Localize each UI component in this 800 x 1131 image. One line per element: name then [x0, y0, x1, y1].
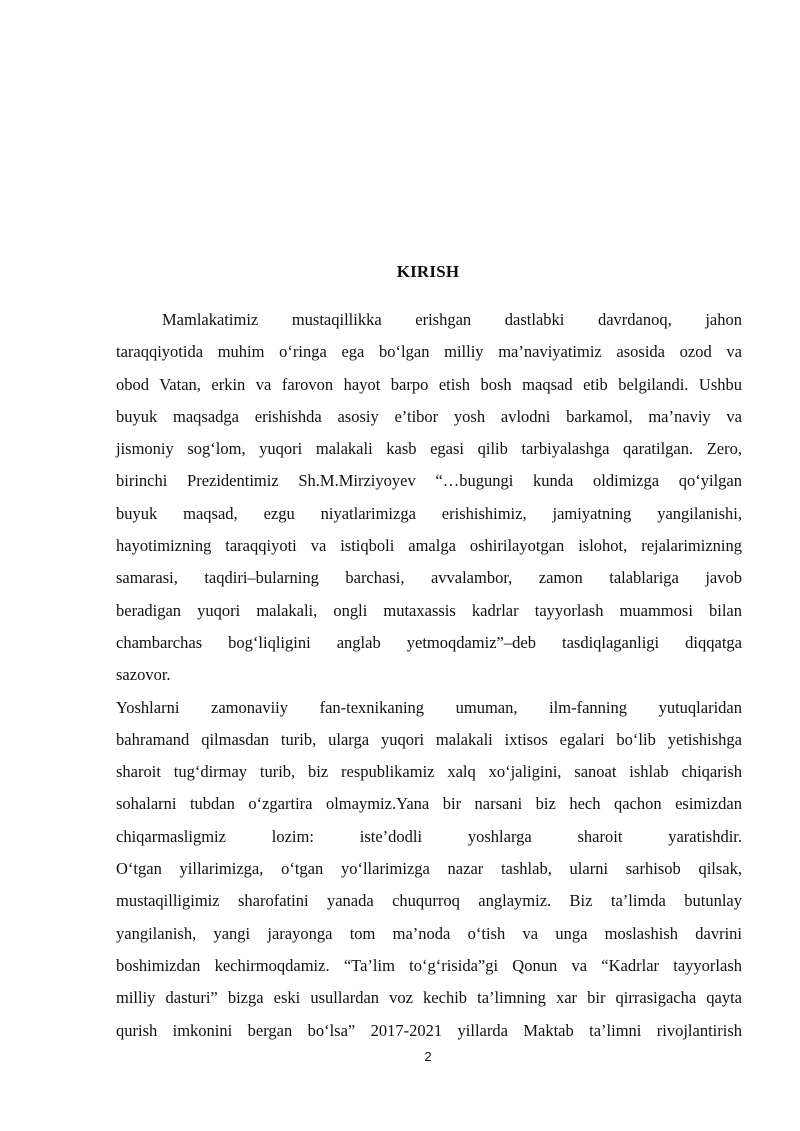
text-line: samarasi, taqdiri–bularning barchasi, avvalambor, zamon talablariga javob [116, 568, 742, 588]
text-line: chiqarmasligmiz lozim: iste’dodli yoshlarga sharoit yaratishdir. [116, 826, 742, 846]
paragraph-2 [116, 692, 742, 1047]
text-line: jismoniy sog‘lom, yuqori malakali kasb egasi qilib tarbiyalashga qaratilgan. Zero, [116, 439, 742, 459]
text-line: qurish imkonini bergan bo‘lsa” 2017-2021 yillarda Maktab ta’limni rivojlantirish [116, 1020, 742, 1040]
text-line: buyuk maqsadga erishishda asosiy e’tibor yosh avlodni barkamol, ma’naviy va [116, 406, 742, 426]
text-line: birinchi Prezidentimiz Sh.M.Mirziyoyev “…bugungi kunda oldimizga qo‘yilgan [116, 471, 742, 491]
text-line: chambarchas bog‘liqligini anglab yetmoqdamiz”–deb tasdiqlaganligi diqqatga [116, 632, 742, 652]
text-line: O‘tgan yillarimizga, o‘tgan yo‘llarimizga nazar tashlab, ularni sarhisob qilsak, [116, 859, 742, 879]
page-number: 2 [424, 1049, 432, 1064]
text-line: obod Vatan, erkin va farovon hayot barpo etish bosh maqsad etib belgilandi. Ushbu [116, 374, 742, 394]
text-line: Yoshlarni zamonaviiy fan-texnikaning umuman, ilm-fanning yutuqlaridan [116, 697, 742, 717]
text-line: Mamlakatimiz mustaqillikka erishgan dastlabki davrdanoq, jahon [162, 310, 742, 329]
text-line: sohalarni tubdan o‘zgartira olmaymiz.Yana bir narsani biz hech qachon esimizdan [116, 794, 742, 814]
text-line: buyuk maqsad, ezgu niyatlarimizga erishishimiz, jamiyatning yangilanishi, [116, 503, 742, 523]
text-line: taraqqiyotida muhim o‘ringa ega bo‘lgan milliy ma’naviyatimiz asosida ozod va [116, 342, 742, 362]
text-line: beradigan yuqori malakali, ongli mutaxassis kadrlar tayyorlash muammosi bilan [116, 600, 742, 620]
text-line: sazovor. [116, 665, 171, 685]
text-line: milliy dasturi” bizga eski usullardan voz kechib ta’limning xar bir qirrasigacha qayta [116, 988, 742, 1008]
section-heading: KIRISH [396, 262, 460, 281]
text-line: bahramand qilmasdan turib, ularga yuqori malakali ixtisos egalari bo‘lib yetishishga [116, 729, 742, 749]
text-line: yangilanish, yangi jarayonga tom ma’noda o‘tish va unga moslashish davrini [116, 923, 742, 943]
text-line: hayotimizning taraqqiyoti va istiqboli amalga oshirilayotgan islohot, rejalarimizning [116, 536, 742, 556]
text-line: boshimizdan kechirmoqdamiz. “Ta’lim to‘g‘risida”gi Qonun va “Kadrlar tayyorlash [116, 955, 742, 975]
paragraph-1 [116, 304, 742, 692]
text-line: sharoit tug‘dirmay turib, biz respublikamiz xalq xo‘jaligini, sanoat ishlab chiqarish [116, 762, 742, 782]
body-text [116, 304, 742, 1047]
text-line: mustaqilligimiz sharofatini yanada chuqurroq anglaymiz. Biz ta’limda butunlay [116, 891, 742, 911]
